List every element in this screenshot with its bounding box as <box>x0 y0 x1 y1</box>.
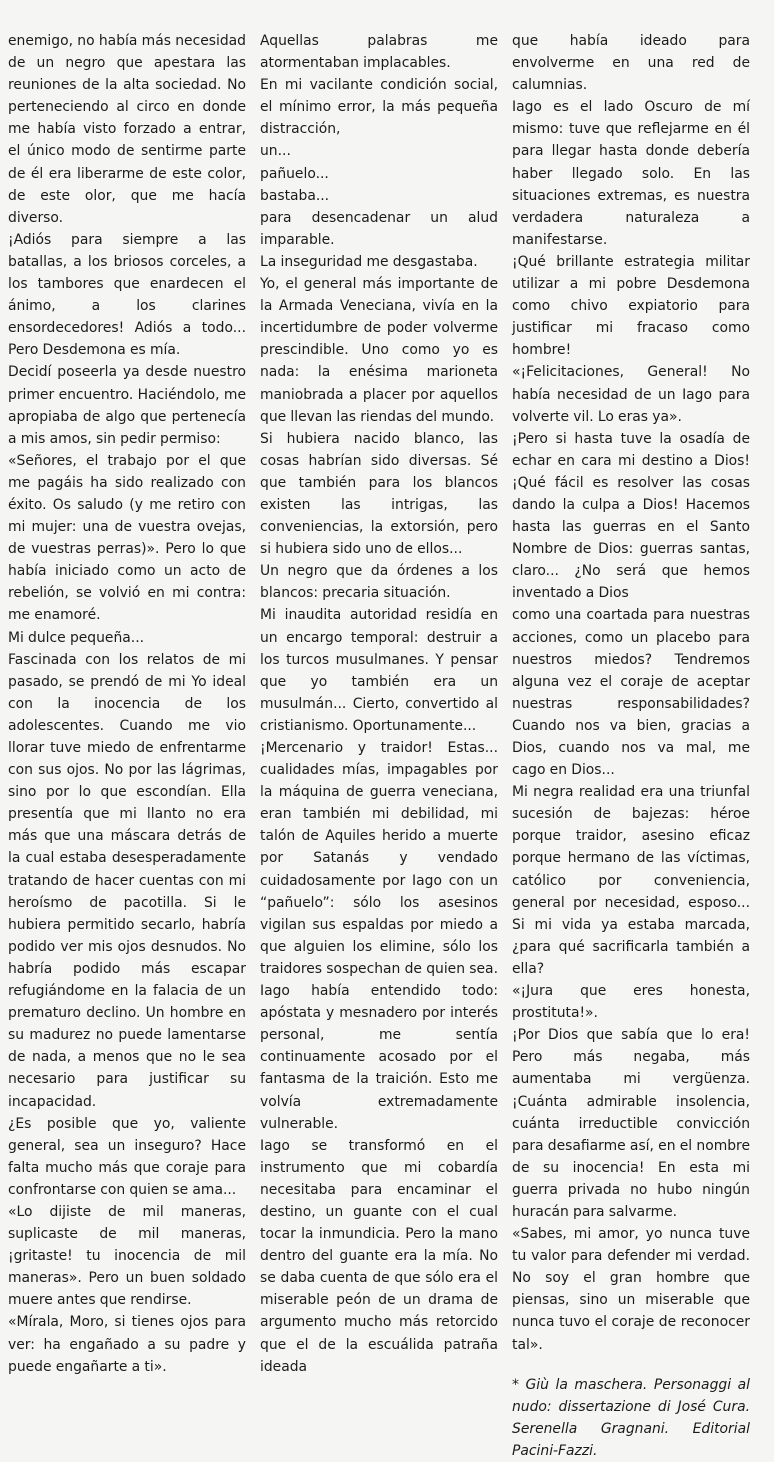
paragraph: enemigo, no había más necesidad de un negro que apestara las reuniones de la alta sociedad. No perteneciendo al circo en donde me había visto forzado a entrar, el único modo de sentirme parte de él era liberarme de este color, de este olor, que me hacía diverso. <box>8 33 246 226</box>
paragraph: como una coartada para nuestras acciones, como un placebo para nuestros miedos? Tendremos alguna vez el coraje de aceptar nuestras responsabilidades? Cuando nos va bien, gracias a Dios, cuando nos va mal, me cago en Dios... <box>512 607 750 779</box>
text-columns <box>8 30 756 1462</box>
paragraph: pañuelo... <box>260 165 329 182</box>
source-credit: * Giù la maschera. Personaggi al nudo: dissertazione di José Cura. Serenella Gragnani. Editorial Pacini-Fazzi. <box>512 1376 750 1459</box>
column-1 <box>8 30 246 1462</box>
paragraph: «Mírala, Moro, si tienes ojos para ver: ha engañado a su padre y puede engañarte a ti». <box>8 1314 246 1375</box>
paragraph: Mi dulce pequeña... <box>8 629 145 646</box>
paragraph: bastaba... <box>260 187 330 204</box>
paragraph: Iago se transformó en el instrumento que mi cobardía necesitaba para encaminar el destino, un guante con el cual tocar la inmundicia. Pero la mano dentro del guante era la mía. No se daba cuenta de que sólo era el miserable peón de un drama de argumento mucho más retorcido que el de la escuálida patraña ideada <box>260 1137 498 1375</box>
paragraph: «Sabes, mi amor, yo nunca tuve tu valor para defender mi verdad. No soy el gran hombre que piensas, sino un miserable que nunca tuvo el coraje de reconocer tal». <box>512 1226 750 1353</box>
paragraph: ¡Qué brillante estrategia militar utilizar a mi pobre Desdemona como chivo expiatorio para justificar mi fracaso como hombre! <box>512 253 750 359</box>
paragraph: un... <box>260 143 291 160</box>
paragraph: Un negro que da órdenes a los blancos: precaria situación. <box>260 563 498 602</box>
paragraph: Aquellas palabras me atormentaban implacables. <box>260 33 498 72</box>
paragraph: para desencadenar un alud imparable. <box>260 209 498 248</box>
paragraph: Decidí poseerla ya desde nuestro primer encuentro. Haciéndolo, me apropiaba de algo que pertenecía a mis amos, sin pedir permiso: <box>8 364 246 447</box>
paragraph: ¡Mercenario y traidor! Estas... cualidades mías, impagables por la máquina de guerra veneciana, eran también mi debilidad, mi talón de Aquiles herido a muerte por Satanás y vendado cuidadosamente por Iago con un “pañuelo”: sólo los asesinos vigilan sus espaldas por miedo a que alguien los elimine, sólo los traidores sospechan de quien sea. Iago había entendido todo: apóstata y mesnadero por interés personal, me sentía continuamente acosado por el fantasma de la traición. Esto me volvía extremadamente vulnerable. <box>260 740 498 1132</box>
paragraph: La inseguridad me desgastaba. <box>260 253 478 270</box>
paragraph: Yo, el general más importante de la Armada Veneciana, vivía en la incertidumbre de poder volverme prescindible. Uno como yo es nada: la enésima marioneta maniobrada a placer por aquellos que llevan las riendas del mundo. <box>260 276 498 425</box>
paragraph: «¡Felicitaciones, General! No había necesidad de un Iago para volverte vil. Lo eras ya». <box>512 364 750 425</box>
paragraph: Iago es el lado Oscuro de mí mismo: tuve que reflejarme en él para llegar hasta donde debería haber llegado solo. En las situaciones extremas, es nuestra verdadera naturaleza a manifestarse. <box>512 99 750 248</box>
paragraph: «¡Jura que eres honesta, prostituta!». <box>512 983 750 1022</box>
paragraph: Fascinada con los relatos de mi pasado, se prendó de mi Yo ideal con la inocencia de los adolescentes. Cuando me vio llorar tuve miedo de enfrentarme con sus ojos. No por las lágrimas, sino por lo que escondían. Ella presentía que mi llanto no era más que una máscara detrás de la cual estaba desesperadamente tratando de hacer cuentas con mi heroísmo de pacotilla. Si le hubiera permitido secarlo, habría podido ver mis ojos desnudos. No habría podido más escapar refugiándome en la falacia de un prematuro declino. Un hombre en su madurez no puede lamentarse de nada, a menos que no le sea necesario para justificar su incapacidad. <box>8 651 246 1110</box>
paragraph: Si hubiera nacido blanco, las cosas habrían sido diversas. Sé que también para los blancos existen las intrigas, las conveniencias, la extorsión, pero si hubiera sido uno de ellos... <box>260 430 498 558</box>
paragraph: ¿Es posible que yo, valiente general, sea un inseguro? Hace falta mucho más que coraje para confrontarse con quien se ama... <box>8 1115 246 1198</box>
column-2 <box>260 30 498 1462</box>
paragraph: «Lo dijiste de mil maneras, suplicaste de mil maneras, ¡gritaste! tu inocencia de mil maneras». Pero un buen soldado muere antes que rendirse. <box>8 1203 246 1309</box>
paragraph: ¡Pero si hasta tuve la osadía de echar en cara mi destino a Dios! ¡Qué fácil es resolver las cosas dando la culpa a Dios! Hacemos hasta las guerras en el Santo Nombre de Dios: guerras santas, claro... ¿No será que hemos inventado a Dios <box>512 430 750 602</box>
paragraph: Mi negra realidad era una triunfal sucesión de bajezas: héroe porque traidor, asesino eficaz porque hermano de las víctimas, católico por conveniencia, general por necesidad, esposo... Si mi vida ya estaba marcada, ¿para qué sacrificarla también a ella? <box>512 784 750 977</box>
column-3 <box>512 30 750 1462</box>
paragraph: En mi vacilante condición social, el mínimo error, la más pequeña distracción, <box>260 77 498 138</box>
paragraph: ¡Adiós para siempre a las batallas, a los briosos corceles, a los tambores que enardecen el ánimo, a los clarines ensordecedores! Adiós a todo... Pero Desdemona es mía. <box>8 231 246 359</box>
paragraph: Mi inaudita autoridad residía en un encargo temporal: destruir a los turcos musulmanes. Y pensar que yo también era un musulmán... Cierto, convertido al cristianismo. Oportunamente... <box>260 607 498 734</box>
paragraph: ¡Por Dios que sabía que lo era! Pero más negaba, más aumentaba mi vergüenza. ¡Cuánta admirable insolencia, cuánta irreductible convicción para desafiarme así, en el nombre de su inocencia! En esta mi guerra privada no hubo ningún huracán para salvarme. <box>512 1027 750 1220</box>
paragraph: que había ideado para envolverme en una red de calumnias. <box>512 33 750 94</box>
paragraph: «Señores, el trabajo por el que me pagáis ha sido realizado con éxito. Os saludo (y me retiro con mi mujer: una de vuestra ovejas, de vuestras perras)». Pero lo que había iniciado como un acto de rebelión, se volvió en mi contra: me enamoré. <box>8 452 246 624</box>
